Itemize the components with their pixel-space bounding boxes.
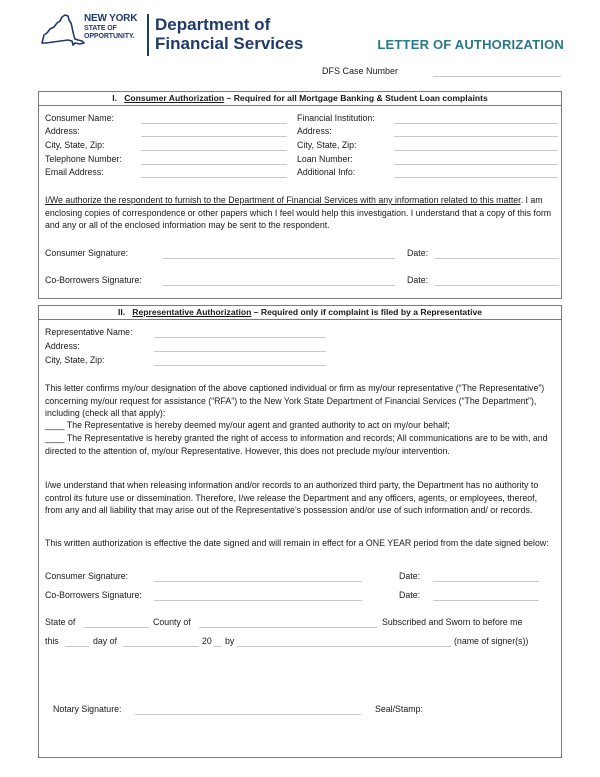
- representative-address-field[interactable]: [154, 351, 326, 352]
- institution-address-field[interactable]: [394, 136, 558, 137]
- authorization-statement-rest: . I am enclosing copies of correspondence or other papers which I feel would help this investigation. I understand that a copy of this form and any or all of the enclosed information may be sent to the respondent.: [45, 195, 552, 230]
- logo-divider: [147, 14, 149, 56]
- authorization-statement: I/We authorize the respondent to furnish to the Department of Financial Services with any information related to this matter: [45, 195, 521, 205]
- logo-wordmark: [84, 14, 137, 40]
- consumer-signature-label: Consumer Signature:: [45, 248, 129, 258]
- rep-consumer-date-field[interactable]: [433, 581, 539, 582]
- section-2-subtitle: – Required only if complaint is filed by a Representative: [251, 307, 483, 317]
- email-field[interactable]: [141, 177, 287, 178]
- page-title: LETTER OF AUTHORIZATION: [377, 37, 564, 52]
- name-of-signers-label: (name of signer(s)): [454, 636, 529, 646]
- liability-release-text: I/we understand that when releasing information and/or records to an authorized third party, the Department has no authority to control its future use or dissemination. Therefore, I/we release the Department and any officers, agents, or employees, thereof, from any and all liability that may arise out of the Representative’s possession and/or use of such information and/ or records.: [45, 480, 539, 515]
- by-label: by: [225, 636, 235, 646]
- seal-stamp-label: Seal/Stamp:: [375, 704, 423, 714]
- effective-period-text: This written authorization is effective the date signed and will remain in effect for a ONE YEAR period from the date signed below:: [45, 538, 549, 548]
- representative-address-label: Address:: [45, 341, 80, 351]
- consumer-signature-field[interactable]: [163, 258, 395, 259]
- day-field[interactable]: [65, 646, 89, 647]
- rep-coborrowers-signature-label: Co-Borrowers Signature:: [45, 590, 142, 600]
- loan-number-field[interactable]: [394, 164, 558, 165]
- consumer-name-field[interactable]: [141, 123, 287, 124]
- state-of-label: State of: [45, 617, 76, 627]
- coborrowers-signature-label: Co-Borrowers Signature:: [45, 275, 142, 285]
- consumer-name-label: Consumer Name:: [45, 113, 114, 123]
- consumer-address-label: Address:: [45, 126, 80, 136]
- consumer-city-label: City, State, Zip:: [45, 140, 105, 150]
- consumer-authorization-text: [45, 194, 557, 232]
- county-of-field[interactable]: [199, 627, 377, 628]
- email-label: Email Address:: [45, 167, 104, 177]
- institution-city-label: City, State, Zip:: [297, 140, 357, 150]
- rep-consumer-signature-field[interactable]: [154, 581, 362, 582]
- telephone-label: Telephone Number:: [45, 154, 122, 164]
- loan-number-label: Loan Number:: [297, 154, 353, 164]
- department-name: [155, 15, 303, 53]
- representative-name-field[interactable]: [154, 337, 326, 338]
- notary-signature-field[interactable]: [135, 714, 361, 715]
- consumer-city-field[interactable]: [141, 150, 287, 151]
- representative-name-label: Representative Name:: [45, 327, 133, 337]
- section-2-header: [39, 306, 561, 320]
- financial-institution-field[interactable]: [394, 123, 558, 124]
- logo-line-2: STATE OF: [84, 25, 117, 32]
- consumer-address-field[interactable]: [141, 136, 287, 137]
- county-of-label: County of: [153, 617, 191, 627]
- section-1-number: I.: [112, 93, 118, 103]
- section-1-header: [39, 92, 561, 106]
- additional-info-label: Additional Info:: [297, 167, 356, 177]
- new-york-state-map-icon: [38, 13, 86, 47]
- department-name-line-1: Department of: [155, 15, 271, 34]
- state-of-field[interactable]: [84, 627, 149, 628]
- this-label: this: [45, 636, 59, 646]
- representative-city-field[interactable]: [154, 365, 326, 366]
- representative-city-label: City, State, Zip:: [45, 355, 105, 365]
- case-number-label: DFS Case Number: [322, 66, 399, 76]
- rep-coborrowers-date-field[interactable]: [433, 600, 539, 601]
- section-1-subtitle: – Required for all Mortgage Banking & Student Loan complaints: [224, 93, 488, 103]
- section-1-title: Consumer Authorization: [124, 93, 225, 103]
- section-2-title: Representative Authorization: [132, 307, 252, 317]
- institution-city-field[interactable]: [394, 150, 558, 151]
- consumer-date-field[interactable]: [435, 258, 559, 259]
- telephone-field[interactable]: [141, 164, 287, 165]
- case-number-field[interactable]: [433, 76, 561, 77]
- agent-authority-checkbox[interactable]: ____ The Representative is hereby deemed my/our agent and granted authority to act on my/our behalf;: [45, 420, 450, 430]
- representative-designation-text: This letter confirms my/our designation of the above captioned individual or firm as my/our representative (“The Representative”) concerning my/our request for assistance (“RFA”) to the New York State Department of Financial Services (“The Department”), including (check all that apply):: [45, 383, 545, 418]
- rep-consumer-signature-label: Consumer Signature:: [45, 571, 129, 581]
- logo-line-1: NEW YORK: [84, 13, 138, 24]
- day-of-label: day of: [93, 636, 117, 646]
- year-field[interactable]: [214, 646, 222, 647]
- additional-info-field[interactable]: [394, 177, 558, 178]
- institution-address-label: Address:: [297, 126, 332, 136]
- records-access-checkbox[interactable]: ____ The Representative is hereby granted the right of access to information and records; All communications are to be with, and directed to the attention of, my/our Representative. However, this does not preclude my/our intervention.: [45, 433, 548, 456]
- coborrowers-date-label: Date:: [407, 275, 429, 285]
- financial-institution-label: Financial Institution:: [297, 113, 375, 123]
- coborrowers-signature-field[interactable]: [163, 285, 395, 286]
- logo-line-3: OPPORTUNITY.: [84, 33, 135, 40]
- rep-coborrowers-date-label: Date:: [399, 590, 421, 600]
- section-2-number: II.: [117, 307, 126, 317]
- representative-authorization-section: [38, 305, 562, 758]
- rep-coborrowers-signature-field[interactable]: [154, 600, 362, 601]
- subscribed-sworn-label: Subscribed and Sworn to before me: [382, 617, 523, 627]
- department-name-line-2: Financial Services: [155, 34, 304, 53]
- notary-signature-label: Notary Signature:: [53, 704, 122, 714]
- year-prefix-label: 20: [202, 636, 212, 646]
- month-field[interactable]: [123, 646, 199, 647]
- signer-names-field[interactable]: [237, 646, 451, 647]
- consumer-date-label: Date:: [407, 248, 429, 258]
- rep-consumer-date-label: Date:: [399, 571, 421, 581]
- coborrowers-date-field[interactable]: [435, 285, 559, 286]
- consumer-authorization-section: [38, 91, 562, 299]
